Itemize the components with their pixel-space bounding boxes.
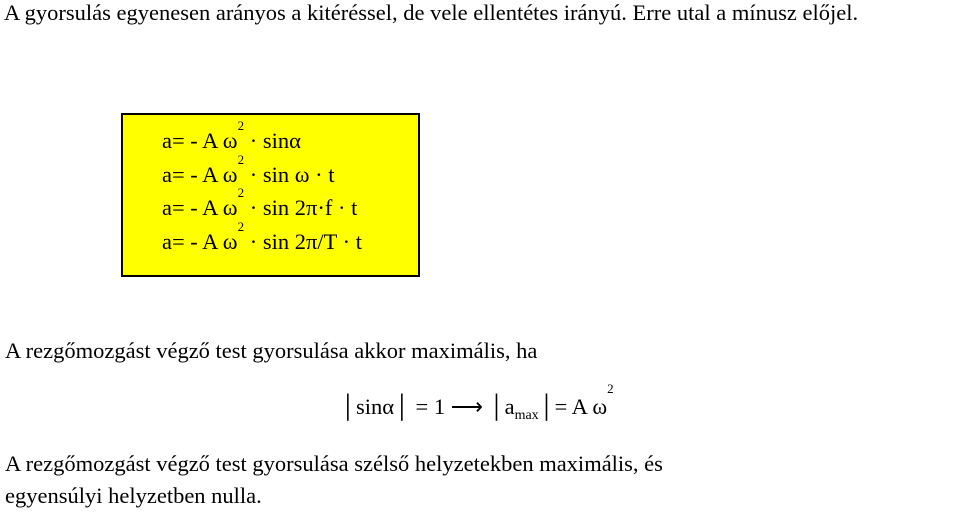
formula-line (162, 152, 335, 187)
condition-right: │= A ω (538, 394, 608, 419)
formula-exponent: 2 (237, 219, 245, 234)
formula-line (162, 118, 301, 153)
formula-exponent: 2 (237, 118, 245, 133)
formula-box (121, 113, 420, 277)
condition-exponent: 2 (607, 381, 614, 396)
conclusion-line-2: egyensúlyi helyzetben nulla. (5, 483, 262, 508)
formula-suffix: · sin 2π/T · t (244, 229, 362, 254)
formula-prefix: a= - A ω (162, 128, 238, 153)
formula-prefix: a= - A ω (162, 162, 238, 187)
formula-line (162, 185, 358, 220)
formula-suffix: · sinα (244, 128, 301, 153)
formula-suffix: · sin ω · t (244, 162, 335, 187)
condition-subscript: max (514, 408, 539, 423)
condition-left: │sinα│ = 1 ⟶ │a (340, 394, 515, 419)
conclusion-line-1: A rezgőmozgást végző test gyorsulása szélső helyzetekben maximális, és (5, 451, 663, 476)
formula-prefix: a= - A ω (162, 229, 238, 254)
max-condition-formula (340, 381, 614, 423)
formula-exponent: 2 (237, 152, 245, 167)
max-acceleration-statement: A rezgőmozgást végző test gyorsulása akkor maximális, ha (5, 338, 538, 363)
formula-exponent: 2 (237, 185, 245, 200)
formula-prefix: a= - A ω (162, 195, 238, 220)
formula-line (162, 219, 362, 254)
formula-suffix: · sin 2π·f · t (244, 195, 358, 220)
intro-paragraph: A gyorsulás egyenesen arányos a kitéréssel, de vele ellentétes irányú. Erre utal a mínusz előjel. (4, 0, 859, 25)
